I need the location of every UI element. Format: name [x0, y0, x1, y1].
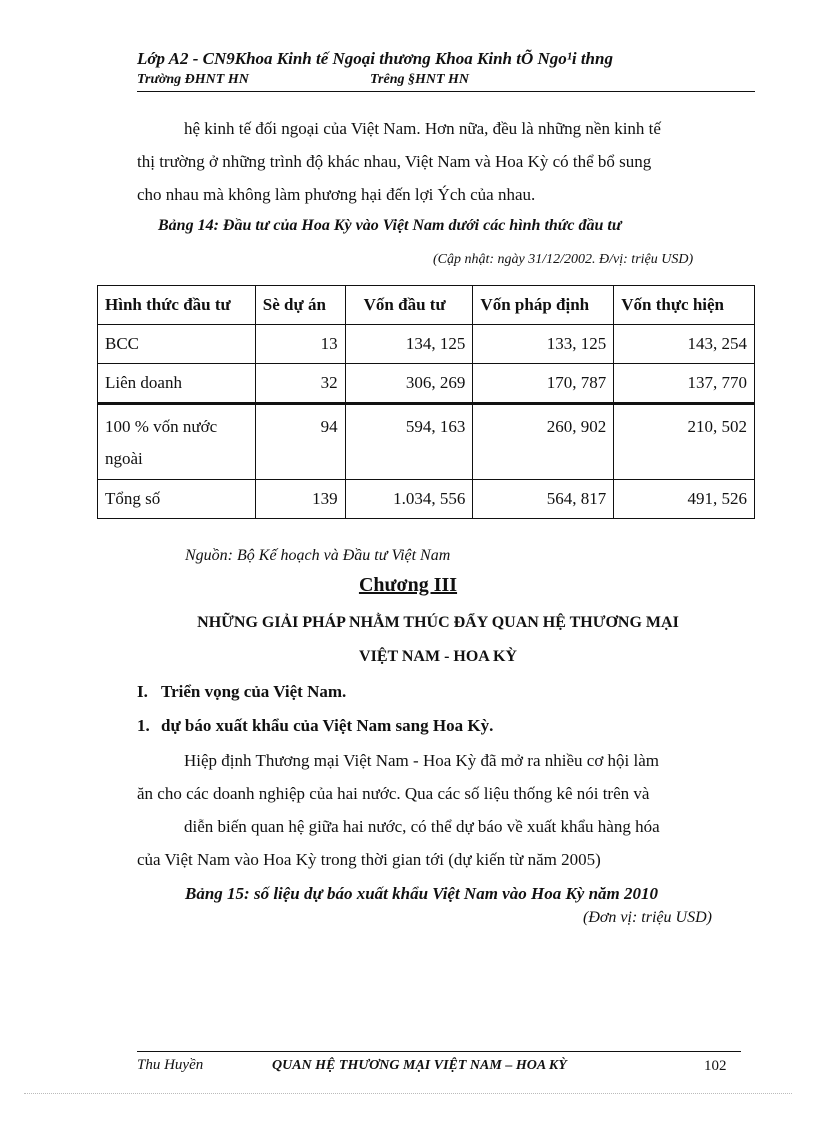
section-title: Triển vọng của Việt Nam.: [161, 682, 347, 701]
intro-paragraph: [137, 112, 740, 211]
cell-form: Liên doanh: [98, 364, 256, 404]
header-rule: [137, 91, 755, 92]
intro-line-1: hệ kinh tế đối ngoại của Việt Nam. Hơn nữa, đều là những nền kinh tế: [184, 119, 661, 138]
cell-capital: 594, 163: [345, 404, 473, 480]
cell-form: [98, 404, 256, 480]
header-school-line: [137, 72, 757, 88]
subsection-number: 1.: [137, 716, 150, 735]
header-school-right: Trêng §HNT HN: [370, 72, 470, 87]
col-header-projects: Sè dự án: [255, 286, 345, 325]
page-edge-dotted-line: [24, 1093, 792, 1094]
cell-realized: 137, 770: [614, 364, 755, 404]
subsection-heading: [137, 716, 493, 736]
cell-realized: 143, 254: [614, 325, 755, 364]
cell-projects: 32: [255, 364, 345, 404]
subsection-title: dự báo xuất khẩu của Việt Nam sang Hoa Kỳ.: [161, 716, 494, 735]
cell-capital: 1.034, 556: [345, 480, 473, 519]
section-number: I.: [137, 682, 148, 701]
cell-projects: 139: [255, 480, 345, 519]
table14-source: Nguồn: Bộ Kế hoạch và Đầu tư Việt Nam: [185, 547, 451, 564]
col-header-legal: Vốn pháp định: [473, 286, 614, 325]
footer-rule: [137, 1051, 741, 1052]
intro-line-3: cho nhau mà không làm phương hại đến lợi Ých của nhau.: [137, 185, 536, 204]
cell-form-line-2: ngoài: [105, 449, 143, 468]
cell-projects: 94: [255, 404, 345, 480]
table14-header-row: [98, 286, 755, 325]
cell-capital: 306, 269: [345, 364, 473, 404]
section-heading: [137, 682, 346, 702]
cell-legal: 260, 902: [473, 404, 614, 480]
cell-realized: 210, 502: [614, 404, 755, 480]
table-row: [98, 404, 755, 480]
table14-note: (Cập nhật: ngày 31/12/2002. Đ/vị: triệu USD): [433, 252, 694, 267]
table14: [97, 285, 755, 519]
chapter-subtitle-line-1: NHỮNG GIẢI PHÁP NHẰM THÚC ĐẨY QUAN HỆ THƯƠNG MẠI: [197, 614, 679, 631]
cell-capital: 134, 125: [345, 325, 473, 364]
cell-realized: 491, 526: [614, 480, 755, 519]
table15-caption: Bảng 15: số liệu dự báo xuất khẩu Việt Nam vào Hoa Kỳ năm 2010: [185, 884, 659, 903]
cell-form-line-1: 100 % vốn nước: [105, 417, 218, 436]
body-line-2: ăn cho các doanh nghiệp của hai nước. Qua các số liệu thống kê nói trên và: [137, 784, 650, 803]
cell-legal: 133, 125: [473, 325, 614, 364]
header-course-line: Lớp A2 - CN9Khoa Kinh tế Ngoại thương Khoa Kinh tÕ Ngo¹i thng: [137, 49, 613, 68]
header-school-left: Trường ĐHNT HN: [137, 72, 249, 87]
intro-line-2: thị trường ở những trình độ khác nhau, Việt Nam và Hoa Kỳ có thể bổ sung: [137, 152, 652, 171]
col-header-realized: Vốn thực hiện: [614, 286, 755, 325]
table15-note: (Đơn vị: triệu USD): [583, 909, 712, 926]
footer-title: QUAN HỆ THƯƠNG MẠI VIỆT NAM – HOA KỲ: [272, 1058, 567, 1073]
cell-legal: 170, 787: [473, 364, 614, 404]
chapter-title: Chương III: [358, 574, 458, 596]
body-line-4: của Việt Nam vào Hoa Kỳ trong thời gian tới (dự kiến từ năm 2005): [137, 850, 601, 869]
cell-legal: 564, 817: [473, 480, 614, 519]
table-row: [98, 325, 755, 364]
body-line-1: Hiệp định Thương mại Việt Nam - Hoa Kỳ đã mở ra nhiều cơ hội làm: [184, 751, 660, 770]
col-header-capital: Vốn đầu tư: [345, 286, 473, 325]
footer-author: Thu Huyền: [137, 1057, 204, 1073]
table-row: [98, 364, 755, 404]
body-line-3: diễn biến quan hệ giữa hai nước, có thể dự báo về xuất khẩu hàng hóa: [184, 817, 660, 836]
page-number: 102: [704, 1058, 727, 1074]
chapter-subtitle-line-2: VIỆT NAM - HOA KỲ: [359, 648, 517, 665]
body-paragraph: [137, 744, 740, 876]
cell-form: Tổng số: [98, 480, 256, 519]
cell-form: BCC: [98, 325, 256, 364]
table-row: [98, 480, 755, 519]
table14-caption: Bảng 14: Đầu tư của Hoa Kỳ vào Việt Nam dưới các hình thức đầu tư: [158, 217, 622, 234]
col-header-form: Hình thức đầu tư: [98, 286, 256, 325]
cell-projects: 13: [255, 325, 345, 364]
